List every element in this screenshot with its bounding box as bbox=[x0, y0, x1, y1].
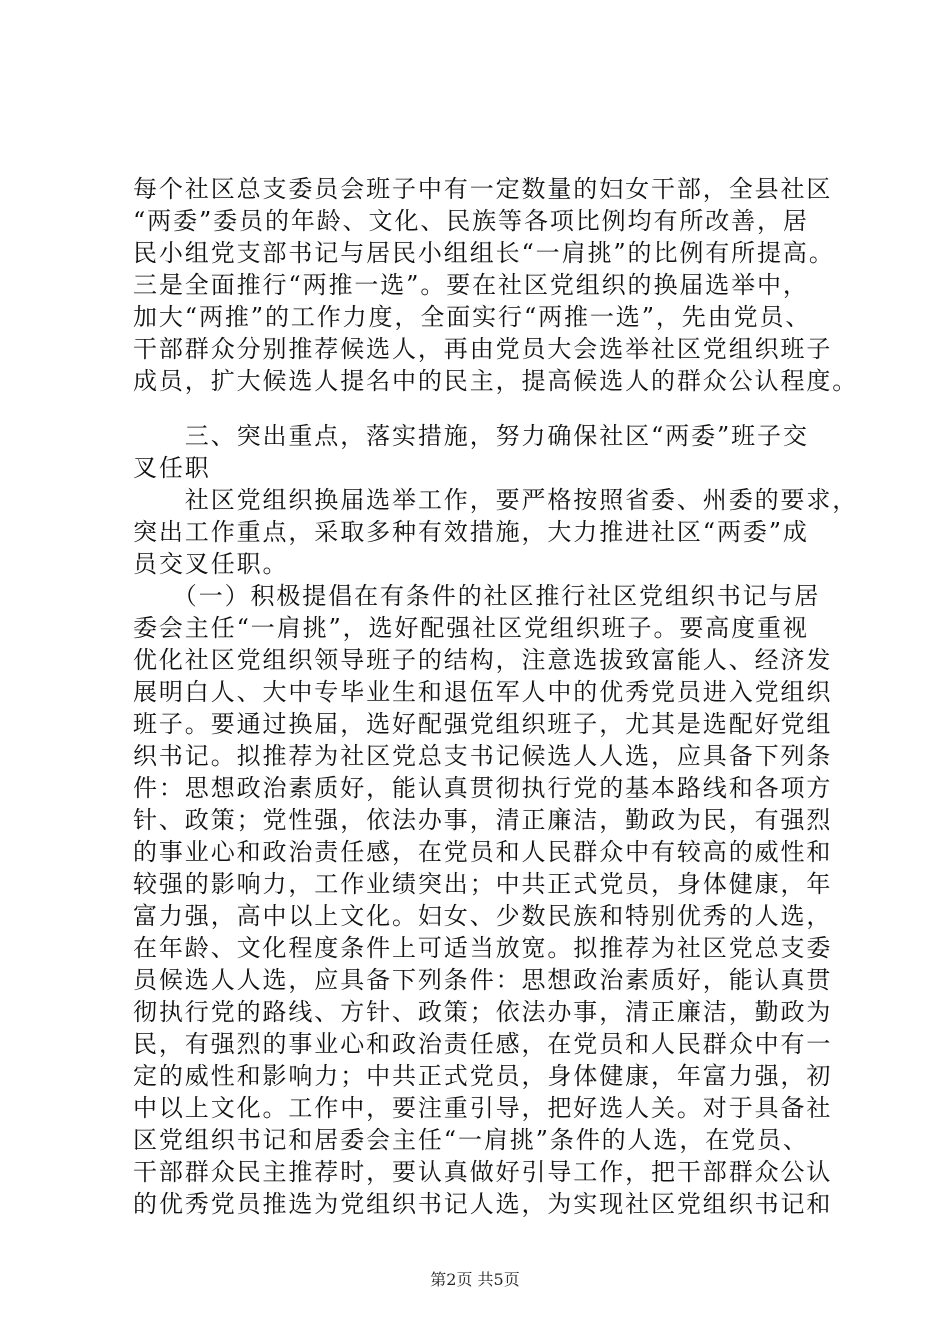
text-line: 定的威性和影响力；中共正式党员，身体健康，年富力强，初 bbox=[133, 1062, 833, 1090]
section-continued-paragraph bbox=[133, 173, 859, 397]
text-line: 员交叉任职。 bbox=[133, 550, 289, 578]
text-line: 成员，扩大候选人提名中的民主，提高候选人的群众公认程度。 bbox=[133, 367, 859, 395]
text-line: 干部群众分别推荐候选人，再由党员大会选举社区党组织班子 bbox=[133, 335, 833, 363]
text-line: “两委”委员的年龄、文化、民族等各项比例均有所改善，居 bbox=[133, 207, 809, 235]
text-line: 针、政策；党性强，依法办事，清正廉洁，勤政为民，有强烈 bbox=[133, 806, 833, 834]
text-line: 在年龄、文化程度条件上可适当放宽。拟推荐为社区党总支委 bbox=[133, 934, 833, 962]
text-line: 加大“两推”的工作力度，全面实行“两推一选”，先由党员、 bbox=[133, 303, 812, 331]
text-line: 民，有强烈的事业心和政治责任感，在党员和人民群众中有一 bbox=[133, 1030, 833, 1058]
text-line: 展明白人、大中专毕业生和退伍军人中的优秀党员进入党组织 bbox=[133, 678, 833, 706]
text-line: 优化社区党组织领导班子的结构，注意选拔致富能人、经济发 bbox=[133, 646, 833, 674]
section-heading bbox=[133, 420, 833, 484]
text-line: 彻执行党的路线、方针、政策；依法办事，清正廉洁，勤政为 bbox=[133, 998, 833, 1026]
text-line: 社区党组织换届选举工作，要严格按照省委、州委的要求， bbox=[133, 486, 859, 514]
text-line: 富力强，高中以上文化。妇女、少数民族和特别优秀的人选， bbox=[133, 902, 833, 930]
text-line: 干部群众民主推荐时，要认真做好引导工作，把干部群众公认 bbox=[133, 1158, 833, 1186]
section-body bbox=[133, 484, 859, 1220]
text-line: 中以上文化。工作中，要注重引导，把好选人关。对于具备社 bbox=[133, 1094, 833, 1122]
heading-line: 叉任职 bbox=[133, 454, 211, 482]
text-line: 突出工作重点，采取多种有效措施，大力推进社区“两委”成 bbox=[133, 518, 809, 546]
text-line: 较强的影响力，工作业绩突出；中共正式党员，身体健康，年 bbox=[133, 870, 833, 898]
text-line: 的事业心和政治责任感，在党员和人民群众中有较高的威性和 bbox=[133, 838, 833, 866]
text-line: 民小组党支部书记与居民小组组长“一肩挑”的比例有所提高。 bbox=[133, 239, 835, 267]
text-line: 区党组织书记和居委会主任“一肩挑”条件的人选，在党员、 bbox=[133, 1126, 809, 1154]
text-line: 三是全面推行“两推一选”。要在社区党组织的换届选举中， bbox=[133, 271, 809, 299]
text-line: 织书记。拟推荐为社区党总支书记候选人人选，应具备下列条 bbox=[133, 742, 833, 770]
text-line: 每个社区总支委员会班子中有一定数量的妇女干部，全县社区 bbox=[133, 175, 833, 203]
text-line: 件：思想政治素质好，能认真贯彻执行党的基本路线和各项方 bbox=[133, 774, 833, 802]
text-line: （一）积极提倡在有条件的社区推行社区党组织书记与居 bbox=[133, 582, 821, 610]
text-line: 的优秀党员推选为党组织书记人选，为实现社区党组织书记和 bbox=[133, 1190, 833, 1218]
text-line: 委会主任“一肩挑”，选好配强社区党组织班子。要高度重视 bbox=[133, 614, 809, 642]
text-line: 班子。要通过换届，选好配强党组织班子，尤其是选配好党组 bbox=[133, 710, 833, 738]
text-line: 员候选人人选，应具备下列条件：思想政治素质好，能认真贯 bbox=[133, 966, 833, 994]
heading-line: 三、突出重点，落实措施，努力确保社区“两委”班子交 bbox=[133, 422, 809, 450]
page-number-footer: 第2页 共5页 bbox=[430, 1270, 520, 1289]
